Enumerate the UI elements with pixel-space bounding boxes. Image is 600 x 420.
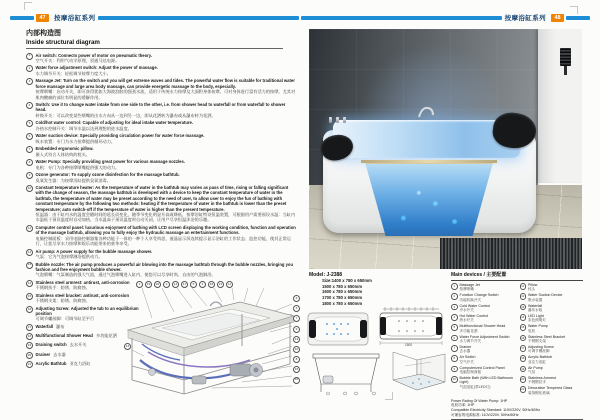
- dimension-label: 1500: [405, 343, 413, 347]
- device-label-en: Hot Water Control: [459, 314, 489, 319]
- device-row: [451, 283, 515, 292]
- device-number: 15: [521, 325, 525, 330]
- device-row: [520, 376, 584, 385]
- device-label-en: Waterfall: [528, 303, 543, 308]
- item-text-zh: 电脑控制面板：采用电脑控制器集各种功能于一体的一种个人享受构思，液晶显示屏连续提示显示浴缸的工作状态、监控功能，使其正常运行，让您尽享水力按摩和娱乐功能带来的豪华享受。: [35, 235, 291, 246]
- device-label-zh: 装饰钢化玻璃: [528, 390, 550, 395]
- device-label-en: Computerized Control Panel: [459, 365, 505, 370]
- diagram-callout: 2: [163, 281, 170, 288]
- item-text-zh: 不锈钢支架：防锈、防腐蚀。: [35, 298, 90, 304]
- device-number: 2: [451, 293, 458, 300]
- diagram-callout: 19: [145, 281, 152, 288]
- device-number: 4: [451, 314, 458, 321]
- item-text: [36, 361, 91, 368]
- series-title: 按摩浴缸系列: [54, 15, 96, 22]
- item-text-zh: 气泡喷嘴：气泵制造的强大气流，通过气泡喷嘴进入缸内，使您可以尽享时尚、自由的气泡淋浴。: [35, 272, 216, 278]
- device-number: 21: [521, 387, 525, 392]
- page-number-badge: 47: [36, 14, 49, 22]
- device-label: [460, 366, 505, 375]
- device-number: 17: [521, 345, 525, 350]
- device-label: [528, 376, 556, 385]
- feature-item: [26, 262, 296, 278]
- item-number: 4: [26, 102, 33, 109]
- main-devices-columns: [451, 283, 583, 397]
- device-label: [460, 324, 506, 333]
- device-label-zh: 瀑布水咀: [528, 308, 543, 313]
- device-label-zh: 气泵: [528, 370, 536, 375]
- device-label-en: Stainless Armrest: [528, 376, 556, 381]
- device-number: 18: [521, 356, 525, 361]
- device-label-en: Pillow: [528, 283, 538, 287]
- diagram-callout: 17: [181, 281, 188, 288]
- item-number: 9: [26, 172, 33, 179]
- device-label-zh: 彩色照明灯: [528, 318, 546, 323]
- item-number: 11: [26, 225, 33, 232]
- diagram-callout: 18: [208, 281, 215, 288]
- section-title-zh: 内部构造图: [26, 30, 61, 37]
- item-text-en: Multifunctional Shower Head: [35, 333, 93, 339]
- structure-diagram: [122, 281, 300, 405]
- device-label-zh: 按摩喷嘴: [459, 287, 474, 292]
- device-label-en: Bubble Bath (With LED Bathroom Light): [459, 376, 514, 385]
- item-text-zh: 恒温器：由于缸内水的温度会随时间的延长而变化，随季节变化明显升高或降低，按摩浴缸特设恒温装置，可根据用户需要预设水温：当缸内水温低于预设温度时自动加热，当水温高于预设温度时自动关闭，让用户尽享恒温沐浴的乐趣。: [35, 211, 296, 223]
- device-row: [520, 345, 584, 354]
- size-line: 1500 x 780 x 650mm: [322, 283, 363, 289]
- page-number-badge: 48: [551, 14, 564, 22]
- diagram-callouts-top: [136, 281, 233, 288]
- device-label-en: Cold Water Control: [459, 303, 490, 308]
- device-row: [520, 355, 584, 364]
- device-number: 11: [521, 283, 525, 288]
- device-label-zh: 空气开关: [459, 359, 474, 364]
- diagram-callout: 21: [217, 281, 224, 288]
- diagram-callout: 5: [190, 281, 197, 288]
- diagram-callout: 11: [226, 281, 233, 288]
- power-spec-line: 可兼容的电源标准: 110V/220V, 50Hz/60Hz: [451, 412, 519, 417]
- item-text-zh: 不锈钢扶手：防锈、防腐蚀。: [35, 285, 90, 291]
- corner-install-drawing: [391, 350, 447, 402]
- device-label: [528, 345, 554, 354]
- item-text-zh: 吸水装置：专门为水力按摩提供循环动力。: [35, 138, 116, 144]
- item-text: [36, 333, 117, 340]
- device-row: [520, 304, 584, 313]
- faucet-knobs: [329, 117, 346, 123]
- main-devices-panel: [451, 271, 583, 420]
- device-row: [451, 345, 515, 354]
- item-text: [36, 146, 94, 157]
- diagram-callout: 12: [293, 336, 300, 343]
- device-number: 1: [451, 283, 458, 290]
- diagram-callout: 10: [293, 346, 300, 353]
- header-bar-segment: [10, 16, 34, 20]
- feature-item: [26, 65, 296, 76]
- device-row: [451, 355, 515, 364]
- bathtub-line-art: [122, 288, 300, 400]
- item-text: [36, 65, 158, 76]
- header-bar-long: [98, 16, 299, 20]
- item-text: [36, 280, 130, 291]
- device-label: [528, 283, 537, 292]
- item-text-en: Embedded ergonomic pillow.: [35, 146, 94, 152]
- device-label-en: Air Pump: [528, 365, 543, 370]
- item-number: 19: [26, 342, 33, 349]
- item-text-en: Water Pump: Specially providing great power for various massage nozzles.: [35, 159, 185, 165]
- device-label-en: Function Change Switch: [459, 293, 499, 298]
- device-label: [460, 293, 499, 302]
- diagram-callout: 9: [293, 326, 300, 333]
- power-spec-line: Compatible Electricity Standard: 110V/220V, 50Hz/60Hz: [451, 408, 541, 413]
- photo-table-lamp: [560, 48, 571, 66]
- item-text: [36, 324, 65, 331]
- item-text: [36, 133, 205, 144]
- item-text-en: Switch: Use it to change water intake from one side to the other, i.e. from shower head to waterfall or from waterfall to shower head.: [35, 102, 286, 113]
- item-number: 10: [26, 185, 33, 192]
- item-text-en: Stainless steel armrest: antirust, anti-corrosion: [35, 279, 130, 285]
- item-number: 14: [26, 280, 33, 287]
- device-label-zh: 功能转换开关: [459, 297, 482, 302]
- item-text: [36, 262, 297, 278]
- item-text-zh: 臭氧发生器：为按摩浴缸提供臭氧消毒。: [35, 177, 111, 183]
- device-label-en: Adjusting Screw: [528, 345, 554, 350]
- feature-item: [26, 225, 296, 247]
- device-label-zh: 亚克力浴缸: [528, 359, 546, 364]
- header-bar-segment: [566, 16, 590, 20]
- series-title: 按摩浴缸系列: [504, 15, 546, 22]
- top-view-drawing: [377, 306, 445, 348]
- feature-item: [26, 102, 296, 118]
- device-label-en: LED Light: [528, 314, 544, 319]
- item-text-en: Acrylic Bathtub: [35, 360, 67, 366]
- item-number: 5: [26, 120, 33, 127]
- diagram-callout: 4: [199, 281, 206, 288]
- item-text-zh: 转换开关：可以改变某些喷嘴的出水方向从一边到另一边，即从花洒转为瀑布或从瀑布转为花洒。: [35, 112, 216, 118]
- device-row: [520, 386, 584, 395]
- device-label-zh: 水力调节开关: [459, 339, 482, 344]
- item-text-zh: 瀑布: [56, 324, 65, 329]
- item-number: 20: [26, 352, 33, 359]
- device-label: [460, 345, 472, 354]
- item-number: 8: [26, 159, 33, 166]
- feature-item: [26, 159, 296, 170]
- crop-mark-top-left: [24, 2, 32, 10]
- item-text-zh: 水力调节开关：轻松调节按摩力度大小。: [35, 70, 111, 76]
- size-line: 1800 x 780 x 650mm: [322, 300, 363, 306]
- bathtub-glass-panel: [365, 163, 493, 236]
- item-number: 18: [26, 333, 33, 340]
- device-number: 6: [451, 335, 458, 342]
- item-text-en: Air switch: Connects power of motor on pneumatic theory.: [35, 52, 152, 58]
- device-label-zh: 不锈钢扶手: [528, 380, 546, 385]
- item-text-en: Computer control panel: luxurious enjoyment of bathing with LCD screen displaying the working condition, function and operation of the massage bathtub, allowing you to fully enjoy the hydraulic massage an entertainment functions.: [35, 224, 296, 236]
- item-text: [36, 159, 185, 170]
- device-label-zh: 气泡浴缸(带LED灯): [459, 384, 491, 389]
- side-view-drawing: [311, 352, 381, 396]
- item-text-en: Water suction device: Specially providing circulation power for water force massage.: [35, 133, 205, 139]
- item-text-en: Adjusting Screw: Adjusted the tub to an equilibrium position: [35, 305, 139, 317]
- item-number: 12: [26, 249, 33, 256]
- diagram-callout: 16: [293, 377, 300, 384]
- feature-item: [26, 185, 296, 223]
- item-text-en: Water force adjustment switch: Adjust the power of massage.: [35, 65, 158, 71]
- device-label-en: Air Switch: [459, 355, 476, 360]
- item-text: [36, 249, 153, 260]
- device-row: [520, 283, 584, 292]
- item-text-zh: 亚克力浴缸: [69, 360, 91, 366]
- item-text-zh: 冷热水控制开关：调节水温以达到理想的进水温度。: [35, 125, 132, 131]
- device-label-en: Stainless Steel Bracket: [528, 334, 565, 339]
- item-number: 2: [26, 65, 33, 72]
- feature-item: [26, 133, 296, 144]
- device-number: 19: [521, 366, 525, 371]
- device-label: [460, 355, 476, 364]
- device-label-en: Water Suction Device: [528, 293, 563, 298]
- product-photo: [309, 29, 582, 269]
- device-label-zh: 冷水开关: [459, 308, 474, 313]
- device-label-zh: 多功能花洒: [459, 328, 478, 333]
- left-page-header: [10, 13, 299, 22]
- feature-item: [26, 53, 296, 64]
- item-text: [36, 102, 297, 118]
- device-row: [451, 366, 515, 375]
- device-number: 8: [451, 355, 458, 362]
- device-number: 20: [521, 376, 525, 381]
- device-number: 3: [451, 304, 458, 311]
- device-label: [528, 335, 565, 344]
- model-number: Model: J-2388: [309, 272, 343, 278]
- item-text-zh: 电机：专门为各种按摩喷嘴提供强大的动力。: [35, 164, 120, 170]
- item-text: [36, 293, 130, 304]
- item-text-en: Waterfall: [35, 324, 54, 329]
- item-text-zh: 按摩喷嘴：启动开关，即可获得犹如大海波浪般的强劲水流，适用于传统水力按摩及大面积身体按摩，可对身体进行富有活力的按摩，尤其对肌肉酸痛的部位有明显的缓解作用。: [35, 89, 296, 100]
- device-label-zh: 可调节螺丝脚: [528, 349, 550, 354]
- item-number: 3: [26, 78, 33, 85]
- device-label-zh: 枕头: [528, 287, 536, 292]
- item-text-en: Massage Jet: Turn on the switch and you will get extreme waves and tides. The powerful water flow is suitable for traditional water force massage and large area body massage, can provide energetic massage to the body, especially.: [35, 78, 295, 89]
- size-line: 1600 x 780 x 650mm: [322, 289, 363, 295]
- header-bar-long: [301, 16, 502, 20]
- device-label: [460, 304, 490, 313]
- device-label-zh: 不锈钢支架: [528, 339, 546, 344]
- item-text: [36, 225, 297, 247]
- item-text: [36, 352, 66, 359]
- size-line: 1700 x 780 x 650mm: [322, 295, 363, 301]
- device-number: 16: [521, 335, 525, 340]
- item-text-zh: 嵌入式符合人体结构的枕头。: [35, 151, 90, 157]
- item-text: [36, 78, 297, 100]
- device-label-en: Acrylic Bathtub: [528, 355, 552, 360]
- size-line: Size:1400 x 780 x 650mm: [322, 278, 372, 283]
- item-text-en: Bubble nozzle: The air pump produces a powerful air blowing into the massage bathtub through the bubble nozzles, bringing you fashion and free enjoyment bubble shower.: [35, 261, 294, 272]
- device-label: [528, 366, 543, 375]
- device-row: [520, 314, 584, 323]
- model-block: [309, 272, 441, 306]
- device-label-en: Water Force Adjustment Switch: [459, 334, 510, 339]
- device-row: [520, 293, 584, 302]
- device-label: [460, 376, 515, 389]
- diagram-callouts-right: [293, 295, 300, 384]
- device-label-zh: 热水开关: [459, 318, 474, 323]
- faucet-spout: [416, 104, 436, 118]
- device-row: [451, 324, 515, 333]
- power-spec-line: Power Rating Of Water Pump: 1HP: [451, 398, 508, 403]
- section-title: [26, 28, 283, 49]
- item-text-zh: 多功能花洒: [95, 333, 117, 339]
- device-label-zh: 电机: [528, 328, 536, 333]
- diagram-callout: 14: [172, 281, 179, 288]
- device-label-en: Decorative Tempered Glass: [528, 386, 573, 391]
- device-label-en: Multifunctional Shower Head: [459, 324, 506, 329]
- item-text-en: Drainer: [35, 351, 51, 357]
- item-text-zh: 可调节螺丝脚：可调节缸至平行: [35, 316, 95, 322]
- device-label: [528, 355, 552, 364]
- diagram-callout: 1: [136, 281, 143, 288]
- size-list: [309, 278, 441, 306]
- device-number: 5: [451, 324, 458, 331]
- device-label: [460, 314, 489, 323]
- device-row: [451, 293, 515, 302]
- power-spec-line: 电机功率: 1HP: [451, 403, 475, 408]
- right-page-header: [301, 13, 590, 22]
- item-text-zh: 空气开关：利用气动学原理，驳通马达电源。: [35, 57, 120, 63]
- devices-column-left: [451, 283, 515, 397]
- device-label-zh: 去水器: [459, 349, 471, 354]
- device-label: [528, 324, 548, 333]
- device-row: [451, 304, 515, 313]
- device-row: [451, 314, 515, 323]
- item-text-en: Cold/hot water control: Capable of adjusting for ideal intake water temperature.: [35, 120, 194, 126]
- device-row: [451, 335, 515, 344]
- device-label: [528, 304, 542, 313]
- right-page: [301, 13, 590, 417]
- item-text-en: Constant temperature heater: As the temperature of water in the bathtub may varies as pass of time, rising or falling significant with the change of season, the massage bathtub is developed with a device to keep the constant temperature of water in the bathtub, the temperature of water may be preset according to the need of user, to allow user to enjoy the fun of bathing with constant temperature by the following two methods: heating if the temperature of water in the bathtub is lower than the preset temperature; auto switch-off if the temperature of water is higher than the present temperature.: [35, 185, 289, 212]
- item-text-zh: 去水器: [53, 351, 66, 357]
- photo-striped-rug: [440, 238, 582, 269]
- item-number: 7: [26, 146, 33, 153]
- device-number: 12: [521, 294, 525, 299]
- device-number: 9: [451, 366, 458, 373]
- diagram-callout: 6: [293, 295, 300, 302]
- item-number: 6: [26, 133, 33, 140]
- diagram-callout: 8: [293, 356, 300, 363]
- feature-item: [26, 120, 296, 131]
- device-label: [528, 293, 562, 302]
- power-spec: [451, 399, 583, 420]
- device-number: 7: [451, 345, 458, 352]
- massage-bathtub: [323, 115, 536, 240]
- item-number: 21: [26, 361, 33, 368]
- item-text: [36, 185, 297, 223]
- feature-item: [26, 172, 296, 183]
- item-text-zh: 去水开关: [69, 342, 87, 348]
- item-number: 16: [26, 306, 33, 313]
- item-text: [36, 342, 87, 349]
- top-view-render: [307, 312, 369, 346]
- device-number: 13: [521, 304, 525, 309]
- diagram-callout: 20: [154, 281, 161, 288]
- diagram-callout: 15: [293, 366, 300, 373]
- device-label: [528, 314, 546, 323]
- device-label-en: Water Pump: [528, 324, 548, 329]
- device-label: [528, 386, 572, 395]
- diagram-callout: 3: [293, 305, 300, 312]
- feature-item: [26, 146, 296, 157]
- item-number: 1: [26, 53, 33, 60]
- left-page: [10, 13, 299, 407]
- technical-drawings: [303, 306, 449, 406]
- device-label: [460, 335, 510, 344]
- diagram-callout-left: 13: [124, 343, 131, 350]
- devices-column-right: [520, 283, 584, 397]
- device-row: [520, 324, 584, 333]
- item-text: [36, 120, 194, 131]
- device-label-en: Drainer: [459, 345, 472, 350]
- feature-item: [26, 249, 296, 260]
- item-number: 13: [26, 262, 33, 269]
- section-title-en: Inside structural diagram: [26, 38, 100, 46]
- device-number: 10: [452, 376, 456, 381]
- item-text-en: Draining switch: [35, 342, 67, 348]
- diagram-callout: 7: [293, 315, 300, 322]
- device-row: [520, 366, 584, 375]
- device-number: 14: [521, 314, 525, 319]
- item-text: [36, 172, 180, 183]
- item-text-en: Ozone generator: To supply ozone disinfection for the massage bathtub.: [35, 172, 180, 178]
- item-text: [36, 53, 152, 64]
- item-text-zh: 气泵：它为气泡按摩淋浴提供动力。: [35, 253, 103, 259]
- item-text-en: Air pump: A power supply for the bubble massage shower.: [35, 248, 153, 254]
- feature-item: [26, 78, 296, 100]
- device-row: [520, 335, 584, 344]
- device-label-en: Massage Jet: [459, 283, 480, 287]
- device-label: [460, 283, 480, 292]
- device-row: [451, 376, 515, 389]
- main-devices-title: Main devices / 主要配置: [451, 271, 583, 281]
- item-text-en: Stainless steel bracket: antirust, anti-corrosion: [35, 292, 130, 298]
- item-number: 17: [26, 324, 33, 331]
- item-number: 15: [26, 293, 33, 300]
- device-label-zh: 吸水装置: [528, 297, 543, 302]
- device-label-zh: 电脑控制面板: [459, 370, 482, 375]
